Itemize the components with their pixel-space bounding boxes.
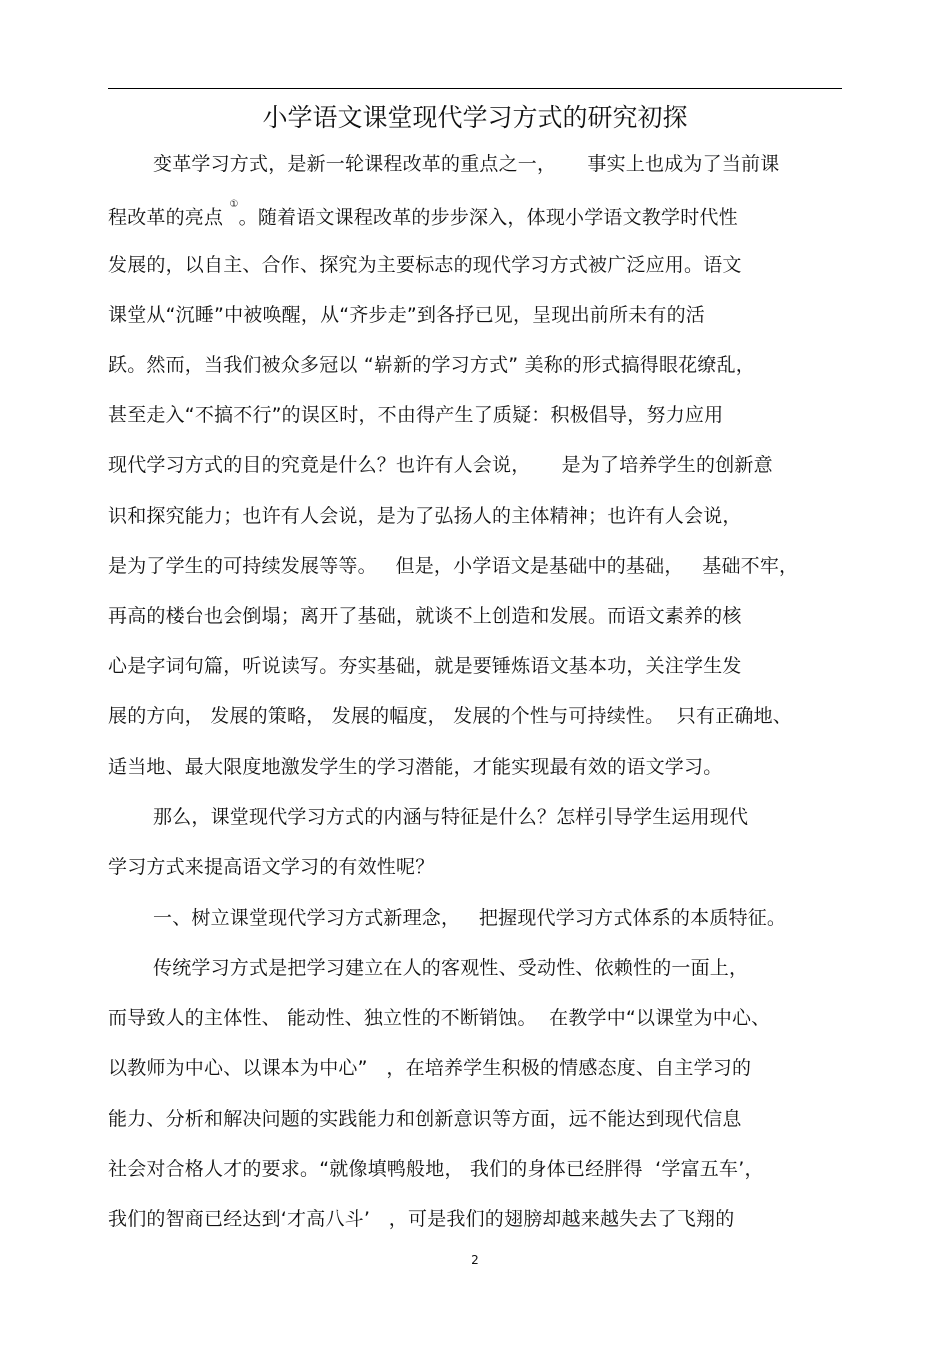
paragraph-line: 变革学习方式，是新一轮课程改革的重点之一， 事实上也成为了当前课 bbox=[153, 153, 780, 175]
paragraph-line: 而导致人的主体性、 能动性、独立性的不断销蚀。 在教学中“以课堂为中心、 bbox=[108, 1007, 771, 1029]
header-rule bbox=[108, 88, 842, 89]
paragraph-line: 适当地、最大限度地激发学生的学习潜能，才能实现最有效的语文学习。 bbox=[108, 756, 723, 778]
paragraph-line: 那么，课堂现代学习方式的内涵与特征是什么？怎样引导学生运用现代 bbox=[153, 806, 749, 828]
paragraph-line: 展的方向， 发展的策略， 发展的幅度， 发展的个性与可持续性。 只有正确地、 bbox=[108, 705, 792, 727]
line-text: 。 bbox=[238, 206, 258, 229]
paragraph-line: 以教师为中心、以课本为中心” ，在培养学生积极的情感态度、自主学习的 bbox=[108, 1057, 752, 1079]
paragraph-line: 我们的智商已经达到‘才高八斗’ ，可是我们的翅膀却越来越失去了飞翔的 bbox=[108, 1208, 735, 1230]
paragraph-line bbox=[108, 201, 738, 230]
paragraph-line: 社会对合格人才的要求。“就像填鸭般地， 我们的身体已经胖得 ‘学富五车’， bbox=[108, 1158, 764, 1180]
paragraph-line: 课堂从“沉睡”中被唤醒，从“齐步走”到各抒已见，呈现出前所未有的活 bbox=[108, 304, 705, 326]
paragraph-line: 是为了学生的可持续发展等等。 但是，小学语文是基础中的基础， 基础不牢， bbox=[108, 555, 799, 577]
paragraph-line: 传统学习方式是把学习建立在人的客观性、受动性、依赖性的一面上， bbox=[153, 957, 749, 979]
paragraph-line: 识和探究能力；也许有人会说，是为了弘扬人的主体精神；也许有人会说， bbox=[108, 505, 742, 527]
line-text: 程改革的亮点 bbox=[108, 206, 224, 229]
line-text: 随着语文课程改革的步步深入，体现小学语文教学时代性 bbox=[257, 206, 738, 229]
footnote-marker: ① bbox=[229, 199, 239, 210]
paragraph-line: 再高的楼台也会倒塌；离开了基础，就谈不上创造和发展。而语文素养的核 bbox=[108, 605, 742, 627]
paragraph-line: 发展的，以自主、合作、探究为主要标志的现代学习方式被广泛应用。语文 bbox=[108, 254, 742, 276]
paragraph-line: 甚至走入“不搞不行”的误区时，不由得产生了质疑：积极倡导，努力应用 bbox=[108, 404, 724, 426]
section-heading: 一、树立课堂现代学习方式新理念， 把握现代学习方式体系的本质特征。 bbox=[153, 907, 787, 929]
paragraph-line: 学习方式来提高语文学习的有效性呢？ bbox=[108, 856, 435, 878]
paragraph-line: 现代学习方式的目的究竟是什么？也许有人会说， 是为了培养学生的创新意 bbox=[108, 454, 773, 476]
paragraph-line: 跃。然而，当我们被众多冠以 “崭新的学习方式” 美称的形式搞得眼花缭乱， bbox=[108, 354, 755, 376]
page-number: 2 bbox=[471, 1253, 479, 1267]
paragraph-line: 能力、分析和解决问题的实践能力和创新意识等方面，远不能达到现代信息 bbox=[108, 1108, 742, 1130]
paragraph-line: 心是字词句篇，听说读写。夯实基础，就是要锤炼语文基本功，关注学生发 bbox=[108, 655, 742, 677]
document-title: 小学语文课堂现代学习方式的研究初探 bbox=[262, 103, 688, 132]
